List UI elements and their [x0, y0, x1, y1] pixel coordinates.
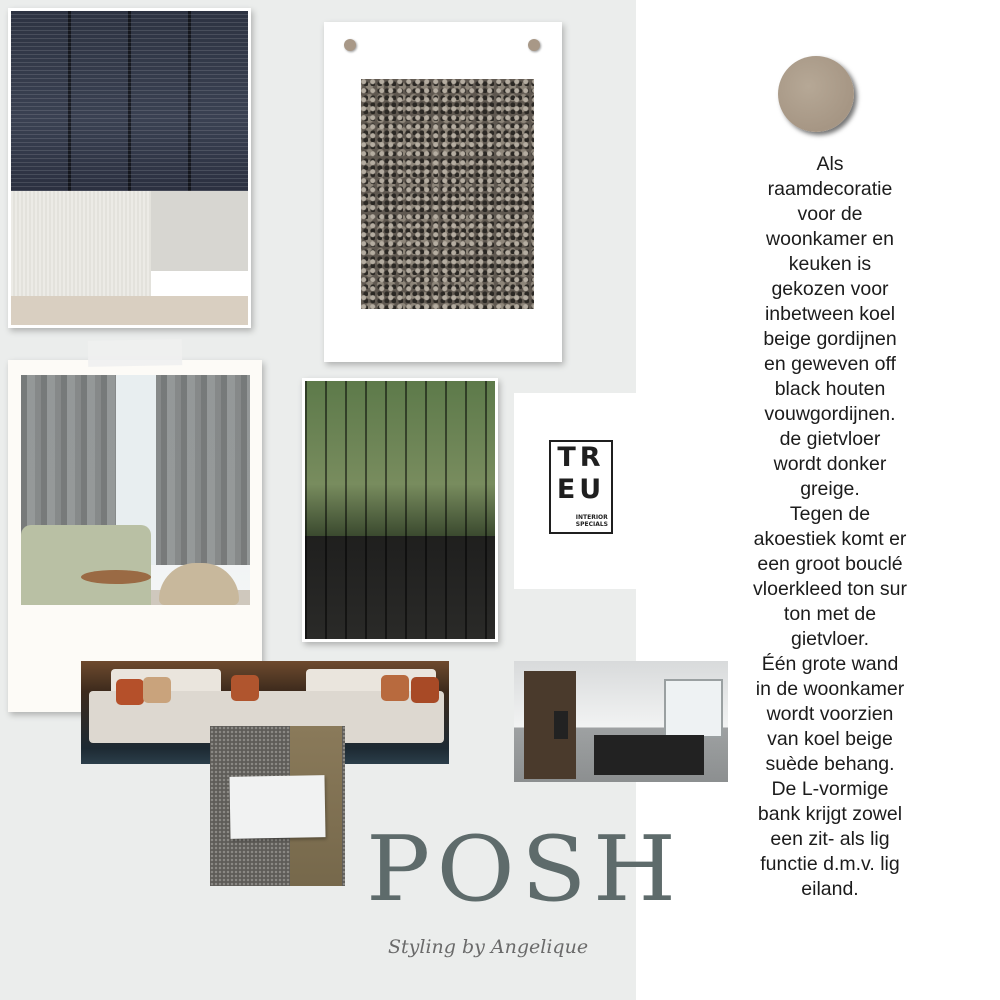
linen-fabric-sample — [11, 191, 151, 296]
description-line: wordt voorzien — [766, 703, 894, 725]
description-line: voor de — [797, 203, 863, 225]
woven-blind-image — [305, 381, 495, 639]
blinds-fabric-photo — [8, 8, 251, 328]
description-line: gekozen voor — [771, 278, 889, 300]
tape-strip — [88, 339, 182, 367]
kitchen-render — [514, 661, 728, 782]
posh-brand-title: POSH — [366, 817, 683, 922]
pin-icon — [344, 39, 356, 51]
description-line: een groot bouclé — [757, 553, 903, 575]
description-line: beige gordijnen — [763, 328, 897, 350]
treu-logo — [549, 440, 613, 534]
woven-blind-photo — [302, 378, 498, 642]
logo-line-1: TR — [557, 442, 605, 473]
description-line: wordt donker — [773, 453, 887, 475]
description-line: gietvloer. — [790, 628, 870, 650]
living-room-polaroid — [8, 360, 262, 712]
floor-sample — [11, 296, 248, 325]
styling-tagline: Styling by Angelique — [388, 936, 589, 958]
woven-blind-sample — [11, 11, 248, 191]
description-line: ton met de — [783, 603, 877, 625]
description-line: functie d.m.v. lig — [760, 853, 900, 875]
description-line: in de woonkamer — [755, 678, 905, 700]
logo-sub-2: SPECIALS — [575, 521, 608, 528]
description-line: vloerkleed ton sur — [753, 578, 907, 600]
white-card-sample — [229, 775, 325, 839]
description-line: woonkamer en — [766, 228, 894, 250]
grey-fabric-sample — [151, 191, 248, 271]
description-line: eiland. — [801, 878, 859, 900]
description-line: suède behang. — [765, 753, 895, 775]
boucle-carpet-card — [324, 22, 562, 362]
description-line: keuken is — [788, 253, 872, 275]
description-line: Één grote wand — [761, 653, 899, 675]
description-line: De L-vormige — [771, 778, 889, 800]
description-line: en geweven off — [764, 353, 896, 375]
description-line: Als — [816, 153, 844, 175]
description-line: een zit- als lig — [770, 828, 890, 850]
logo-sub-1: INTERIOR — [575, 514, 608, 521]
description-line: de gietvloer — [779, 428, 881, 450]
description-line: akoestiek komt er — [753, 528, 907, 550]
design-description — [730, 152, 930, 912]
color-swatch-dot — [778, 56, 854, 132]
description-line: black houten — [774, 378, 886, 400]
description-line: inbetween koel — [764, 303, 896, 325]
boucle-carpet-photo — [361, 79, 534, 309]
description-line: vouwgordijnen. — [764, 403, 896, 425]
treu-logo-card — [514, 393, 636, 589]
logo-line-2: EU — [556, 474, 606, 505]
description-line: Tegen de — [789, 503, 871, 525]
description-line: bank krijgt zowel — [757, 803, 903, 825]
living-room-photo — [21, 375, 250, 605]
logo-subtitle — [576, 514, 608, 528]
description-line: raamdecoratie — [767, 178, 893, 200]
description-line: van koel beige — [767, 728, 893, 750]
description-line: greige. — [800, 478, 860, 500]
pin-icon — [528, 39, 540, 51]
fabric-samples — [210, 726, 345, 886]
